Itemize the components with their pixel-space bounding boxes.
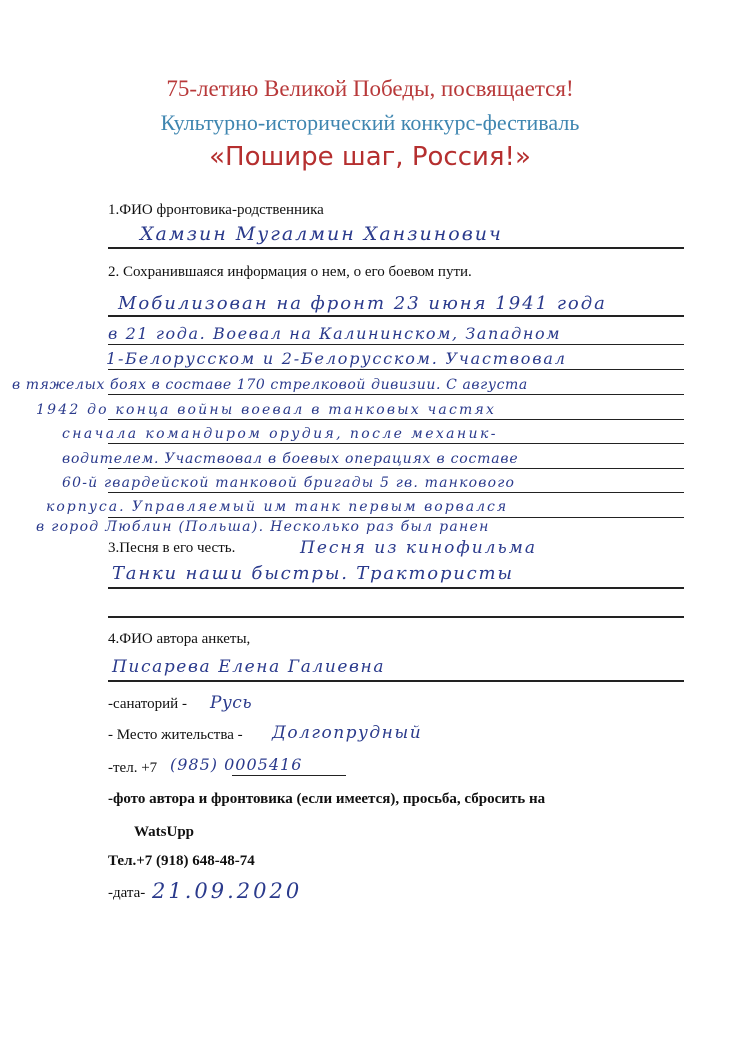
q2-answer-line-2: в 21 года. Воевал на Калининском, Западном bbox=[108, 324, 562, 343]
header-contest-name: Культурно-исторический конкурс-фестиваль bbox=[160, 110, 580, 135]
photo-note: -фото автора и фронтовика (если имеется), просьба, сбросить на bbox=[108, 791, 546, 807]
residence-value: Долгопрудный bbox=[272, 723, 423, 743]
q2-answer-line-7: водителем. Участвовал в боевых операциях в составе bbox=[62, 451, 519, 467]
q4-label: 4.ФИО автора анкеты, bbox=[108, 631, 251, 647]
date-value: 21.09.2020 bbox=[152, 879, 303, 903]
phone-value: (985) 0005416 bbox=[170, 755, 303, 774]
q4-answer: Писарева Елена Галиевна bbox=[112, 657, 386, 677]
sanatorium-label: -санаторий - bbox=[108, 696, 187, 712]
q1-label: 1.ФИО фронтовика-родственника bbox=[108, 202, 324, 218]
q2-answer-line-6: сначала командиром орудия, после механик- bbox=[62, 426, 498, 442]
q2-answer-line-3: 1-Белорусском и 2-Белорусском. Участвовал bbox=[106, 349, 567, 368]
phone-label: -тел. +7 bbox=[108, 760, 158, 776]
phone-answer-line bbox=[232, 775, 346, 776]
q2-answer-line-9: корпуса. Управляемый им танк первым ворвался bbox=[46, 499, 509, 515]
header-dedication: 75-летию Великой Победы, посвящается! bbox=[166, 76, 574, 101]
q2-line-2 bbox=[108, 344, 684, 345]
q2-answer-line-5: 1942 до конца войны воевал в танковых частях bbox=[36, 402, 497, 418]
q2-line-3 bbox=[108, 369, 684, 370]
q2-line-6 bbox=[108, 443, 684, 444]
q2-label: 2. Сохранившаяся информация о нем, о его боевом пути. bbox=[108, 264, 472, 280]
q1-answer-line bbox=[108, 247, 684, 249]
contact-phone: Тел.+7 (918) 648-48-74 bbox=[108, 853, 255, 869]
q3-answer-line bbox=[108, 587, 684, 589]
q2-line-4 bbox=[108, 394, 684, 395]
q3-blank-line bbox=[108, 616, 684, 618]
q3-answer-line-1: Песня из кинофильма bbox=[300, 538, 537, 558]
residence-label: - Место жительства - bbox=[108, 727, 243, 743]
q3-answer-line-2: Танки наши быстры. Трактористы bbox=[112, 563, 514, 584]
date-label: -дата- bbox=[108, 885, 146, 901]
q2-answer-line-10: в город Люблин (Польша). Несколько раз был ранен bbox=[36, 519, 490, 535]
q2-line-7 bbox=[108, 468, 684, 469]
q2-answer-line-8: 60-й гвардейской танковой бригады 5 гв. танкового bbox=[62, 475, 516, 491]
q2-answer-line-4: в тяжелых боях в составе 170 стрелковой дивизии. С августа bbox=[12, 377, 528, 393]
q2-line-9 bbox=[108, 517, 684, 518]
q1-answer: Хамзин Мугалмин Ханзинович bbox=[140, 223, 503, 245]
q4-answer-line bbox=[108, 680, 684, 682]
sanatorium-value: Русь bbox=[210, 693, 253, 713]
q2-line-1 bbox=[108, 315, 684, 317]
q2-line-8 bbox=[108, 492, 684, 493]
q2-line-5 bbox=[108, 419, 684, 420]
q2-answer-line-1: Мобилизован на фронт 23 июня 1941 года bbox=[118, 293, 607, 314]
q3-label: 3.Песня в его честь. bbox=[108, 540, 236, 556]
header-festival-title: «Пошире шаг, Россия!» bbox=[209, 142, 531, 172]
photo-app: WatsUpp bbox=[134, 824, 195, 840]
